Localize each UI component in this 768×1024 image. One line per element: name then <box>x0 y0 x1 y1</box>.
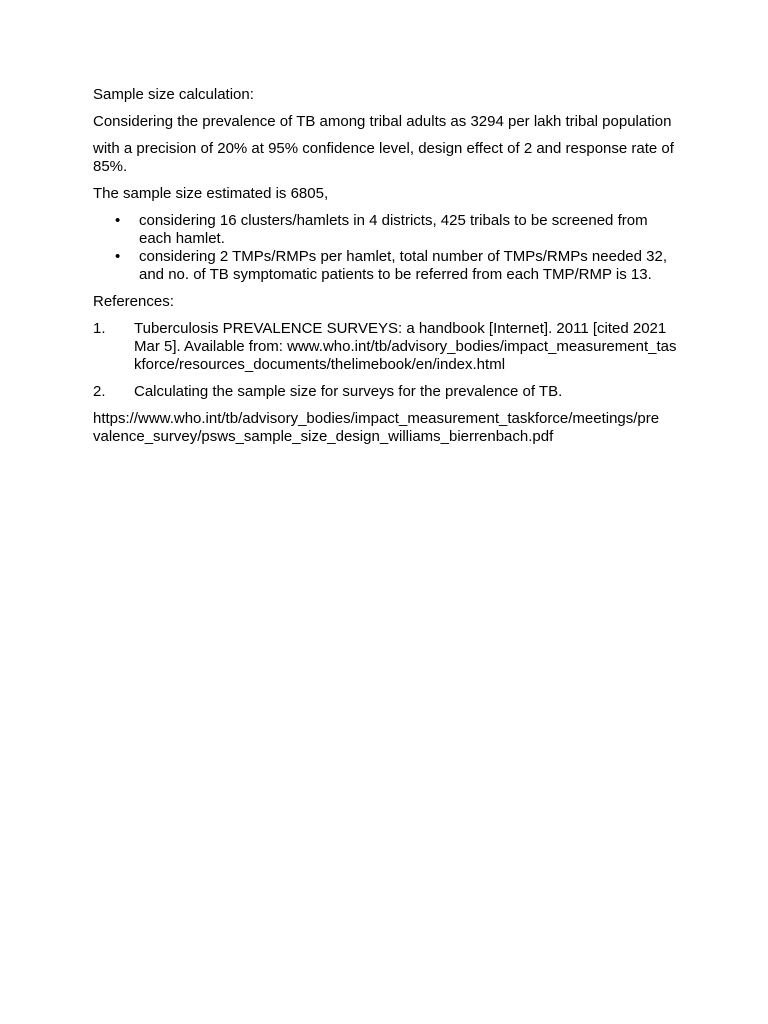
list-item <box>93 248 678 284</box>
list-item <box>93 212 678 248</box>
paragraph-sample-size: The sample size estimated is 6805, <box>93 185 329 202</box>
reference-url: https://www.who.int/tb/advisory_bodies/impact_measurement_taskforce/meetings/prevalence_survey/psws_sample_size_design_williams_bierrenbach.pdf <box>93 410 660 445</box>
reference-item <box>93 320 678 374</box>
section-heading: Sample size calculation: <box>93 86 254 103</box>
paragraph-precision: with a precision of 20% at 95% confidence level, design effect of 2 and response rate of 85%. <box>93 140 674 175</box>
reference-number: 2. <box>93 383 106 400</box>
reference-number: 1. <box>93 320 106 337</box>
reference-item <box>93 383 678 401</box>
reference-list <box>93 320 678 401</box>
bullet-icon: • <box>115 248 121 265</box>
bullet-list <box>93 212 678 284</box>
references-heading: References: <box>93 293 174 310</box>
reference-text: Tuberculosis PREVALENCE SURVEYS: a handbook [Internet]. 2011 [cited 2021 Mar 5]. Available from: www.who.int/tb/advisory_bodies/impact_measurement_taskforce/resources_documents/thelimebook/en/index.html <box>134 320 677 373</box>
list-item-text: considering 2 TMPs/RMPs per hamlet, total number of TMPs/RMPs needed 32, and no. of TB symptomatic patients to be referred from each TMP/RMP is 13. <box>139 248 668 283</box>
list-item-text: considering 16 clusters/hamlets in 4 districts, 425 tribals to be screened from each hamlet. <box>139 212 648 247</box>
paragraph-prevalence: Considering the prevalence of TB among tribal adults as 3294 per lakh tribal population <box>93 113 672 130</box>
reference-text: Calculating the sample size for surveys for the prevalence of TB. <box>134 383 563 400</box>
bullet-icon: • <box>115 212 121 229</box>
